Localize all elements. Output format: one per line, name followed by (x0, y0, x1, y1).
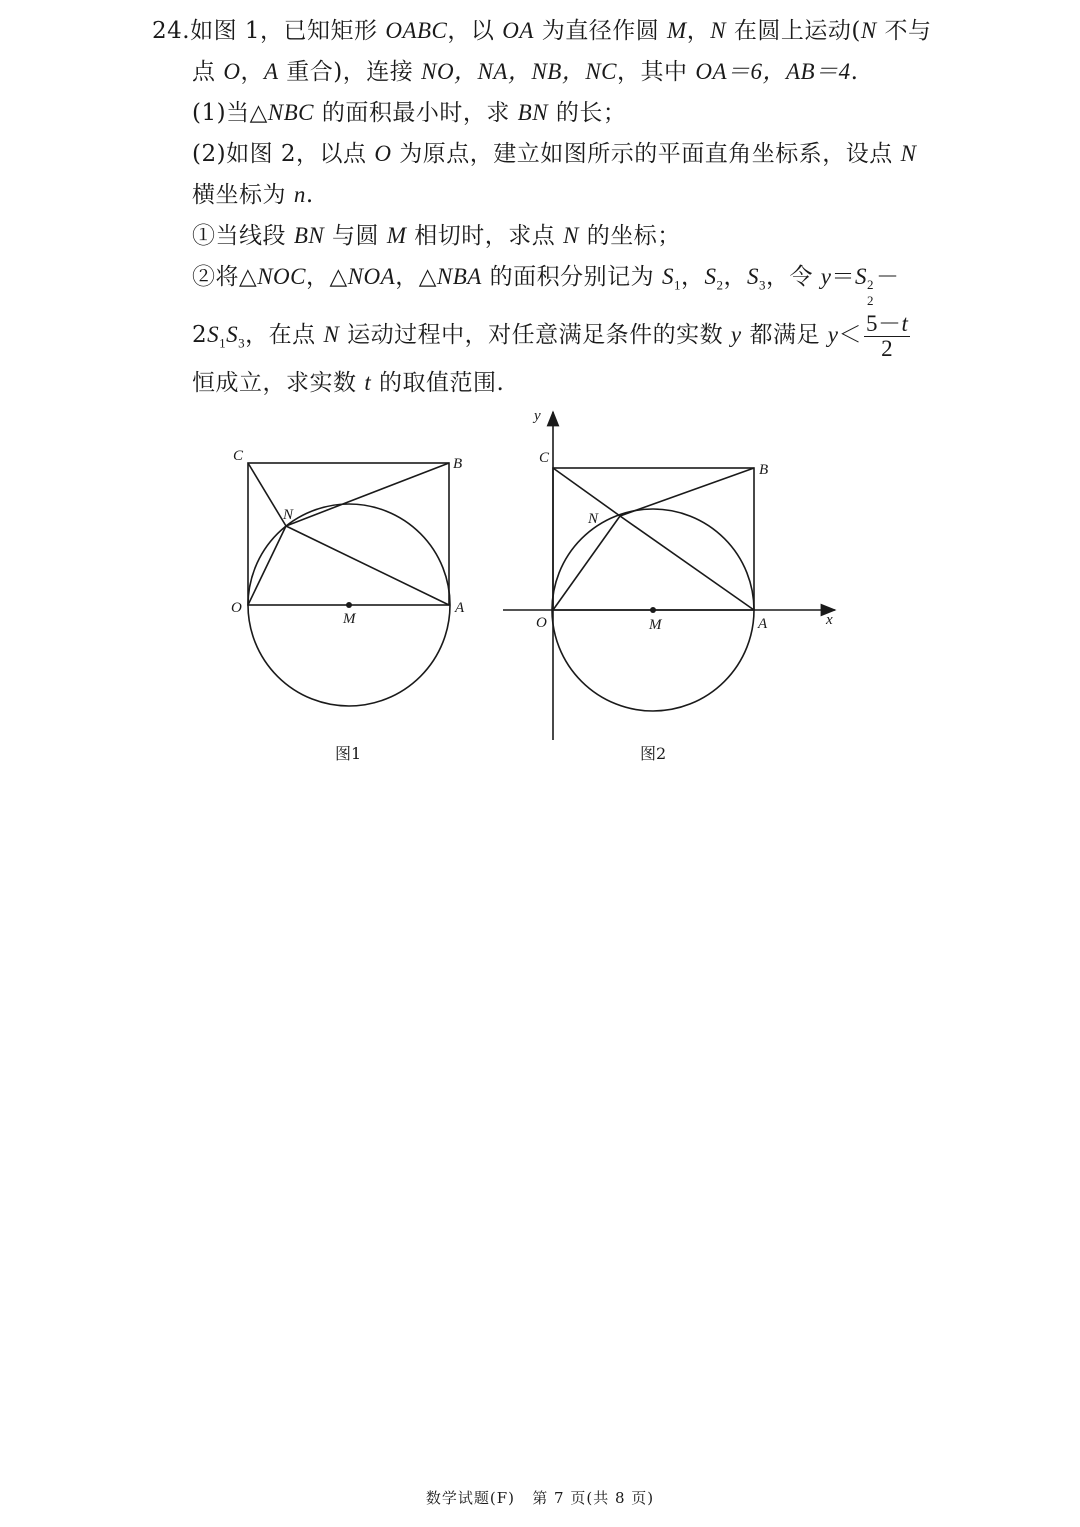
label-n-2: N (588, 511, 599, 527)
label-o: O (231, 600, 242, 616)
figure-1-caption: 图1 (335, 744, 362, 763)
label-a: A (455, 600, 465, 616)
fraction: $\frac{5-t}{2}$ (865, 310, 909, 361)
problem-number: 24. (152, 18, 191, 44)
page-footer (0, 1487, 1080, 1508)
label-n: N (283, 507, 294, 523)
part-2-line-2: 横坐标为 n. (192, 182, 314, 208)
label-y-axis: y (534, 408, 541, 424)
figure-1-diagram (248, 463, 450, 706)
segment-nb (286, 463, 449, 526)
footer-page: 第 7 页(共 8 页) (532, 1489, 655, 1507)
label-b: B (453, 456, 463, 472)
segment-nb-2 (620, 468, 754, 516)
sub-question-2-line-3: 恒成立，求实数 t 的取值范围. (192, 370, 505, 396)
sub-question-1: ①当线段 BN 与圆 M 相切时，求点 N 的坐标； (192, 223, 681, 249)
figure-2-caption: 图2 (640, 744, 667, 763)
segment-no (248, 526, 286, 605)
center-m-dot (346, 602, 352, 608)
sub-question-2: ②将△NOC，△NOA，△NBA 的面积分别记为 $S_1$，$S_2$，$S_3$，令 y＝S 2 2 － (192, 264, 900, 308)
part-2: (2)如图 2，以点 O 为原点，建立如图所示的平面直角坐标系，设点 N (192, 141, 917, 167)
sub-question-2-line-2: $2S_1S_3$，在点 N 运动过程中，对任意满足条件的实数 y 都满足 y＜ $\frac{5-t}{2}$ (192, 310, 909, 361)
label-b-2: B (759, 462, 769, 478)
part-1: (1)当△NBC 的面积最小时，求 BN 的长； (192, 100, 627, 126)
center-m-dot-2 (650, 607, 656, 613)
label-c: C (233, 448, 244, 464)
segment-na-2 (620, 516, 754, 610)
label-x-axis: x (826, 612, 833, 628)
label-m-2: M (649, 617, 662, 633)
segment-nc-2 (553, 468, 620, 516)
problem-line-2: 点 O，A 重合)，连接 NO，NA，NB，NC，其中 OA＝6，AB＝4. (192, 59, 859, 85)
segment-nc (248, 463, 286, 526)
label-m: M (343, 611, 356, 627)
label-o-2: O (536, 615, 547, 631)
label-c-2: C (539, 450, 550, 466)
problem-line-1: 24.如图 1，已知矩形 OABC，以 OA 为直径作圆 M，N 在圆上运动(N 不与 (152, 18, 932, 44)
figure-2-diagram (503, 412, 835, 740)
label-a-2: A (758, 616, 768, 632)
footer-subject: 数学试题(F) (425, 1489, 515, 1507)
